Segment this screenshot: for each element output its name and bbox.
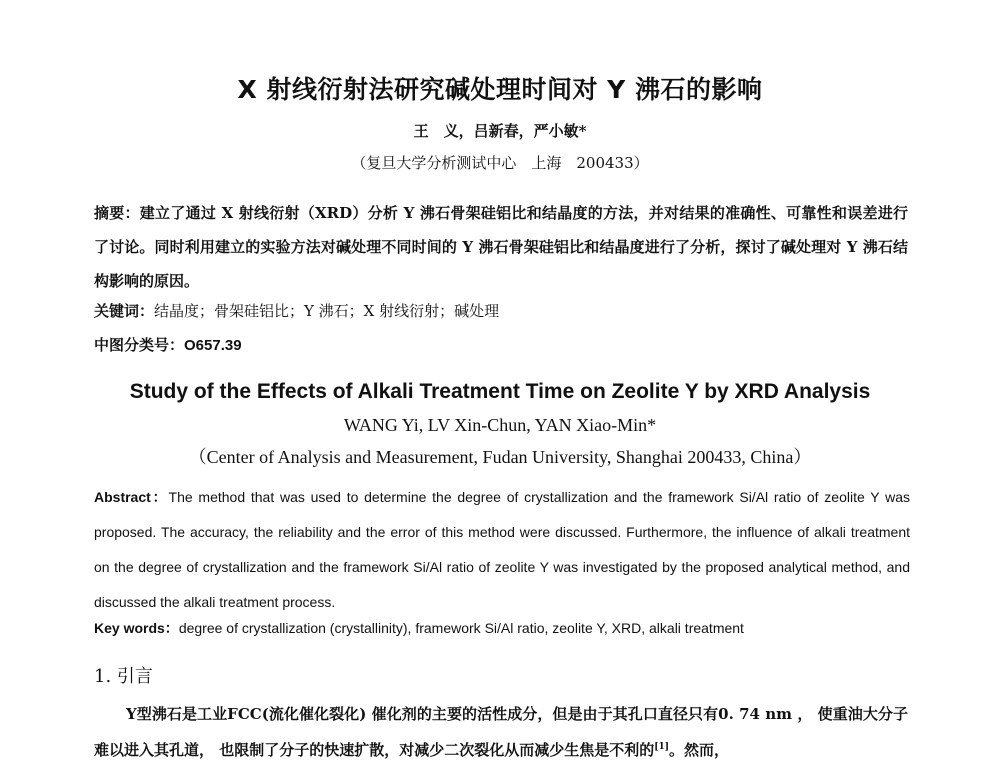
english-keywords-label: Key words： bbox=[94, 620, 179, 636]
english-abstract-text: The method that was used to determine the degree of crystallization and the framework Si/Al ratio of zeolite Y was proposed. The accuracy, the reliability and the error of this method were discussed. Furthermore, the influence of alkali treatment on the degree of crystallization and the framework Si/Al ratio of zeolite Y was investigated by the proposed analytical method, and discussed the alkali treatment process. bbox=[94, 489, 911, 610]
chinese-authors: 王 义，吕新春，严小敏* bbox=[413, 122, 587, 140]
chinese-keywords-label: 关键词： bbox=[94, 302, 155, 320]
chinese-abstract bbox=[94, 196, 908, 298]
intro-paragraph-end: 。然而， bbox=[669, 741, 730, 759]
english-keywords bbox=[94, 618, 744, 638]
chinese-affiliation: （复旦大学分析测试中心 上海 200433） bbox=[351, 154, 649, 172]
chinese-title: X 射线衍射法研究碱处理时间对 Y 沸石的影响 bbox=[237, 75, 763, 104]
english-abstract bbox=[94, 480, 910, 620]
chinese-abstract-label: 摘要： bbox=[94, 204, 140, 222]
intro-paragraph bbox=[94, 698, 908, 767]
english-abstract-label: Abstract： bbox=[94, 489, 169, 505]
intro-paragraph-text: Y型沸石是工业FCC(流化催化裂化) 催化剂的主要的活性成分，但是由于其孔口直径只有0. 74 nm ， 使重油大分子难以进入其孔道， 也限制了分子的快速扩散，对减少二次裂化从而减少生焦是不利的 bbox=[94, 705, 908, 759]
section-heading: 1. 引言 bbox=[94, 666, 153, 687]
chinese-keywords-text: 结晶度；骨架硅铝比；Y 沸石；X 射线衍射；碱处理 bbox=[154, 302, 500, 320]
chinese-keywords bbox=[94, 300, 499, 321]
english-authors: WANG Yi, LV Xin-Chun, YAN Xiao-Min* bbox=[343, 415, 657, 435]
reference-mark: [1] bbox=[654, 742, 670, 752]
clc-label: 中图分类号： bbox=[94, 336, 185, 354]
clc-value: O657.39 bbox=[184, 337, 242, 354]
chinese-abstract-text: 建立了通过 X 射线衍射（XRD）分析 Y 沸石骨架硅铝比和结晶度的方法，并对结果的准确性、可靠性和误差进行了讨论。同时利用建立的实验方法对碱处理不同时间的 Y 沸石骨架硅铝比和结晶度进行了分析，探讨了碱处理对 Y 沸石结构影响的原因。 bbox=[94, 204, 908, 290]
chinese-classification bbox=[94, 334, 242, 355]
english-affiliation: （Center of Analysis and Measurement, Fudan University, Shanghai 200433, China） bbox=[188, 447, 812, 467]
english-keywords-text: degree of crystallization (crystallinity), framework Si/Al ratio, zeolite Y, XRD, alkali treatment bbox=[178, 620, 744, 636]
english-title: Study of the Effects of Alkali Treatment Time on Zeolite Y by XRD Analysis bbox=[129, 380, 871, 403]
